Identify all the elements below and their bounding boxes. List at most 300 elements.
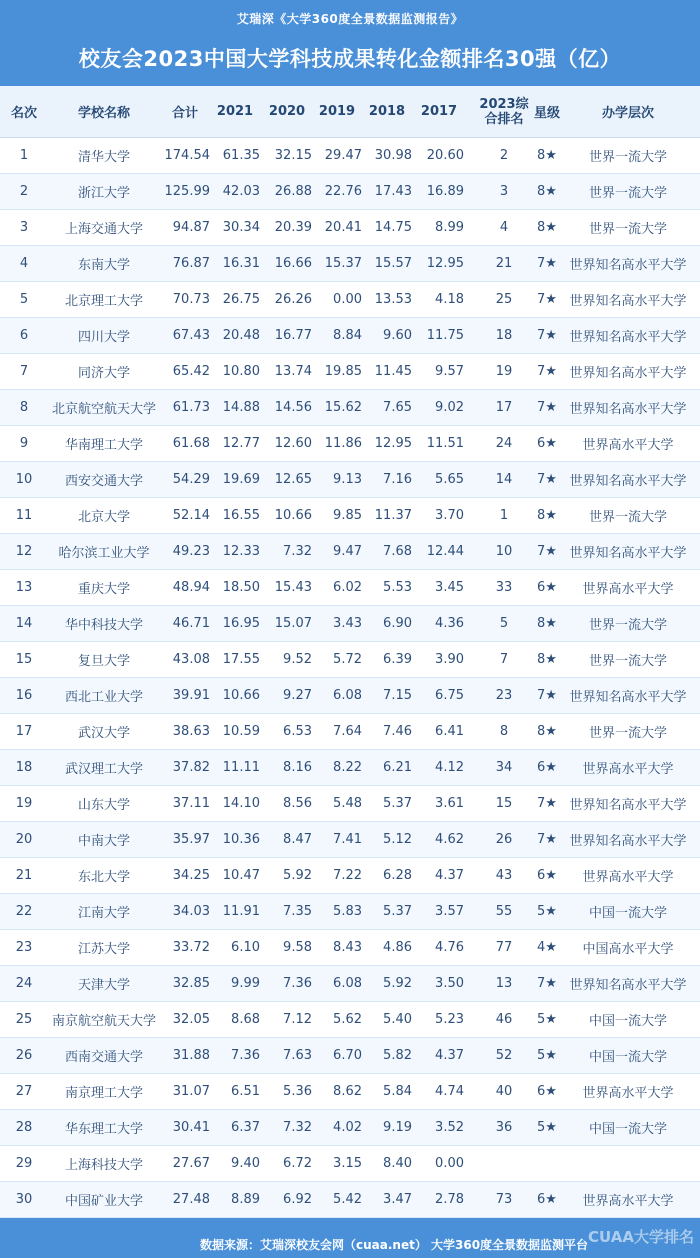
cell-total: 48.94 bbox=[172, 580, 210, 595]
cell-2019: 7.64 bbox=[333, 724, 362, 739]
cell-school-name: 上海交通大学 bbox=[64, 222, 143, 237]
cell-2021: 9.99 bbox=[231, 976, 260, 991]
cell-2017: 16.89 bbox=[426, 184, 464, 199]
cell-2018: 4.86 bbox=[383, 940, 412, 955]
cell-2019: 5.72 bbox=[333, 652, 362, 667]
cell-school-name: 复旦大学 bbox=[77, 654, 130, 669]
cell-rank: 30 bbox=[15, 1192, 33, 1207]
cell-2021: 16.31 bbox=[222, 256, 260, 271]
cell-2020: 9.52 bbox=[283, 652, 312, 667]
cell-total: 76.87 bbox=[172, 256, 210, 271]
table-row bbox=[0, 426, 700, 462]
cell-2017: 4.37 bbox=[435, 1048, 464, 1063]
cell-2020: 8.16 bbox=[283, 760, 312, 775]
cell-school-level: 世界高水平大学 bbox=[582, 762, 674, 777]
cell-2021: 6.10 bbox=[231, 940, 260, 955]
table-row bbox=[0, 246, 700, 282]
cell-school-level: 世界知名高水平大学 bbox=[569, 294, 687, 309]
cell-total: 33.72 bbox=[172, 940, 210, 955]
cell-2017: 3.50 bbox=[435, 976, 464, 991]
cell-2019: 4.02 bbox=[333, 1120, 362, 1135]
cell-rank: 28 bbox=[15, 1120, 33, 1135]
cell-2020: 15.07 bbox=[274, 616, 312, 631]
cell-2019: 15.62 bbox=[324, 400, 362, 415]
cell-rank: 19 bbox=[15, 796, 33, 811]
cell-2017: 5.23 bbox=[435, 1012, 464, 1027]
cell-rank: 20 bbox=[15, 832, 33, 847]
cell-2020: 16.77 bbox=[274, 328, 312, 343]
cell-school-level: 世界一流大学 bbox=[588, 186, 667, 201]
table-row bbox=[0, 282, 700, 318]
cell-school-level: 中国一流大学 bbox=[588, 1122, 667, 1137]
cell-star-level: 7★ bbox=[537, 400, 557, 415]
cell-2020: 7.63 bbox=[283, 1048, 312, 1063]
cell-rank: 3 bbox=[19, 220, 29, 235]
cell-total: 34.03 bbox=[172, 904, 210, 919]
cell-2021: 26.75 bbox=[222, 292, 260, 307]
cell-comprehensive-rank: 52 bbox=[495, 1048, 513, 1063]
cell-2020: 8.47 bbox=[283, 832, 312, 847]
cell-school-level: 中国高水平大学 bbox=[582, 942, 674, 957]
table-row bbox=[0, 606, 700, 642]
cell-school-level: 世界知名高水平大学 bbox=[569, 402, 687, 417]
cell-school-level: 世界知名高水平大学 bbox=[569, 798, 687, 813]
cell-2017: 4.36 bbox=[435, 616, 464, 631]
cell-2019: 5.42 bbox=[333, 1192, 362, 1207]
col-header-comprehensive: 2023综合排名 bbox=[479, 96, 529, 127]
cell-school-level: 世界高水平大学 bbox=[582, 582, 674, 597]
cell-rank: 22 bbox=[15, 904, 33, 919]
cell-school-name: 华东理工大学 bbox=[64, 1122, 143, 1137]
cell-2018: 5.84 bbox=[383, 1084, 412, 1099]
cell-rank: 17 bbox=[15, 724, 33, 739]
cell-2020: 6.72 bbox=[283, 1156, 312, 1171]
cell-2020: 6.53 bbox=[283, 724, 312, 739]
cell-comprehensive-rank: 3 bbox=[499, 184, 509, 199]
cell-star-level: 8★ bbox=[537, 184, 557, 199]
cell-comprehensive-rank: 10 bbox=[495, 544, 513, 559]
cell-school-name: 华南理工大学 bbox=[64, 438, 143, 453]
cell-school-level: 中国一流大学 bbox=[588, 1050, 667, 1065]
cell-star-level: 6★ bbox=[537, 436, 557, 451]
cell-2021: 61.35 bbox=[222, 148, 260, 163]
cell-2018: 8.40 bbox=[383, 1156, 412, 1171]
cell-star-level: 7★ bbox=[537, 544, 557, 559]
cell-school-level: 世界高水平大学 bbox=[582, 438, 674, 453]
cell-2017: 11.51 bbox=[426, 436, 464, 451]
cell-2020: 7.32 bbox=[283, 544, 312, 559]
cell-2017: 6.41 bbox=[435, 724, 464, 739]
table-row bbox=[0, 390, 700, 426]
cell-school-level: 世界一流大学 bbox=[588, 726, 667, 741]
cell-2017: 12.44 bbox=[426, 544, 464, 559]
cell-2018: 14.75 bbox=[374, 220, 412, 235]
cell-2021: 16.95 bbox=[222, 616, 260, 631]
cell-comprehensive-rank: 8 bbox=[499, 724, 509, 739]
cell-2021: 20.48 bbox=[222, 328, 260, 343]
table-row bbox=[0, 354, 700, 390]
table-row bbox=[0, 462, 700, 498]
cell-2017: 11.75 bbox=[426, 328, 464, 343]
cell-2018: 5.53 bbox=[383, 580, 412, 595]
cell-comprehensive-rank: 36 bbox=[495, 1120, 513, 1135]
cell-2021: 30.34 bbox=[222, 220, 260, 235]
cell-2021: 42.03 bbox=[222, 184, 260, 199]
cell-2018: 13.53 bbox=[374, 292, 412, 307]
cell-comprehensive-rank: 77 bbox=[495, 940, 513, 955]
cell-rank: 9 bbox=[19, 436, 29, 451]
cell-school-name: 北京理工大学 bbox=[64, 294, 143, 309]
cell-2018: 3.47 bbox=[383, 1192, 412, 1207]
cell-school-level: 世界知名高水平大学 bbox=[569, 834, 687, 849]
cell-school-name: 华中科技大学 bbox=[64, 618, 143, 633]
cell-star-level: 7★ bbox=[537, 976, 557, 991]
cell-2020: 8.56 bbox=[283, 796, 312, 811]
cell-rank: 24 bbox=[15, 976, 33, 991]
cell-school-name: 武汉大学 bbox=[77, 726, 130, 741]
cell-2019: 3.15 bbox=[333, 1156, 362, 1171]
cell-school-name: 南京理工大学 bbox=[64, 1086, 143, 1101]
cell-2018: 5.12 bbox=[383, 832, 412, 847]
cell-2017: 3.45 bbox=[435, 580, 464, 595]
cell-school-name: 西安交通大学 bbox=[64, 474, 143, 489]
cell-total: 31.88 bbox=[172, 1048, 210, 1063]
watermark-text: CUAA大学排名 bbox=[588, 1228, 694, 1246]
cell-school-level: 世界知名高水平大学 bbox=[569, 546, 687, 561]
cell-school-level: 世界一流大学 bbox=[588, 510, 667, 525]
cell-rank: 18 bbox=[15, 760, 33, 775]
cell-school-level: 世界一流大学 bbox=[588, 618, 667, 633]
cell-school-name: 中南大学 bbox=[77, 834, 130, 849]
cell-2021: 10.47 bbox=[222, 868, 260, 883]
cell-2017: 2.78 bbox=[435, 1192, 464, 1207]
cell-school-name: 南京航空航天大学 bbox=[51, 1014, 156, 1029]
cell-total: 49.23 bbox=[172, 544, 210, 559]
cell-star-level: 7★ bbox=[537, 796, 557, 811]
cell-2019: 6.08 bbox=[333, 976, 362, 991]
cell-2020: 12.65 bbox=[274, 472, 312, 487]
cell-school-name: 西北工业大学 bbox=[64, 690, 143, 705]
cell-2020: 26.26 bbox=[274, 292, 312, 307]
cell-rank: 14 bbox=[15, 616, 33, 631]
cell-school-level: 世界知名高水平大学 bbox=[569, 330, 687, 345]
cell-2019: 5.48 bbox=[333, 796, 362, 811]
table-row bbox=[0, 210, 700, 246]
cell-school-name: 天津大学 bbox=[77, 978, 130, 993]
cell-rank: 5 bbox=[19, 292, 29, 307]
table-row bbox=[0, 822, 700, 858]
cell-2018: 9.60 bbox=[383, 328, 412, 343]
cell-2019: 5.62 bbox=[333, 1012, 362, 1027]
cell-2021: 14.88 bbox=[222, 400, 260, 415]
cell-star-level: 5★ bbox=[537, 1120, 557, 1135]
cell-2018: 7.68 bbox=[383, 544, 412, 559]
cell-star-level: 7★ bbox=[537, 688, 557, 703]
col-header-2018: 2018 bbox=[368, 104, 406, 119]
cell-2017: 4.37 bbox=[435, 868, 464, 883]
cell-2019: 8.84 bbox=[333, 328, 362, 343]
table-row bbox=[0, 894, 700, 930]
cell-2020: 15.43 bbox=[274, 580, 312, 595]
cell-2017: 4.74 bbox=[435, 1084, 464, 1099]
cell-total: 37.82 bbox=[172, 760, 210, 775]
cell-2017: 20.60 bbox=[426, 148, 464, 163]
cell-star-level: 5★ bbox=[537, 1012, 557, 1027]
cell-school-name: 重庆大学 bbox=[77, 582, 130, 597]
report-header bbox=[0, 0, 700, 86]
cell-2020: 7.12 bbox=[283, 1012, 312, 1027]
cell-total: 32.85 bbox=[172, 976, 210, 991]
report-title: 校友会2023中国大学科技成果转化金额排名30强（亿） bbox=[78, 47, 622, 71]
cell-2017: 4.18 bbox=[435, 292, 464, 307]
cell-rank: 21 bbox=[15, 868, 33, 883]
cell-2018: 17.43 bbox=[374, 184, 412, 199]
col-header-2019: 2019 bbox=[318, 104, 356, 119]
table-row bbox=[0, 534, 700, 570]
table-row bbox=[0, 786, 700, 822]
ranking-table bbox=[0, 86, 700, 1218]
cell-2020: 7.36 bbox=[283, 976, 312, 991]
table-row bbox=[0, 966, 700, 1002]
cell-2019: 9.13 bbox=[333, 472, 362, 487]
cell-rank: 10 bbox=[15, 472, 33, 487]
cell-2017: 3.70 bbox=[435, 508, 464, 523]
cell-2018: 9.19 bbox=[383, 1120, 412, 1135]
cell-star-level: 6★ bbox=[537, 1084, 557, 1099]
cell-2021: 17.55 bbox=[222, 652, 260, 667]
cell-total: 39.91 bbox=[172, 688, 210, 703]
cell-star-level: 6★ bbox=[537, 760, 557, 775]
cell-comprehensive-rank: 25 bbox=[495, 292, 513, 307]
cell-comprehensive-rank: 1 bbox=[499, 508, 509, 523]
cell-rank: 8 bbox=[19, 400, 29, 415]
cell-total: 27.48 bbox=[172, 1192, 210, 1207]
cell-comprehensive-rank: 33 bbox=[495, 580, 513, 595]
cell-school-name: 北京大学 bbox=[77, 510, 130, 525]
cell-school-level: 世界一流大学 bbox=[588, 150, 667, 165]
cell-2017: 3.61 bbox=[435, 796, 464, 811]
cell-2019: 9.47 bbox=[333, 544, 362, 559]
cell-2017: 4.12 bbox=[435, 760, 464, 775]
cell-comprehensive-rank: 19 bbox=[495, 364, 513, 379]
cell-2020: 10.66 bbox=[274, 508, 312, 523]
cell-school-name: 浙江大学 bbox=[77, 186, 130, 201]
cell-2018: 5.82 bbox=[383, 1048, 412, 1063]
col-header-2021: 2021 bbox=[216, 104, 254, 119]
cell-total: 38.63 bbox=[172, 724, 210, 739]
cell-total: 94.87 bbox=[172, 220, 210, 235]
cell-2017: 6.75 bbox=[435, 688, 464, 703]
cell-2020: 32.15 bbox=[274, 148, 312, 163]
col-header-level: 办学层次 bbox=[601, 106, 654, 121]
cell-2019: 8.62 bbox=[333, 1084, 362, 1099]
cell-2018: 5.37 bbox=[383, 904, 412, 919]
cell-2021: 12.33 bbox=[222, 544, 260, 559]
cell-school-level: 世界知名高水平大学 bbox=[569, 690, 687, 705]
cell-rank: 25 bbox=[15, 1012, 33, 1027]
cell-star-level: 8★ bbox=[537, 508, 557, 523]
cell-2017: 9.02 bbox=[435, 400, 464, 415]
cell-2017: 5.65 bbox=[435, 472, 464, 487]
cell-comprehensive-rank: 43 bbox=[495, 868, 513, 883]
cell-2019: 11.86 bbox=[324, 436, 362, 451]
table-row bbox=[0, 858, 700, 894]
cell-2019: 7.41 bbox=[333, 832, 362, 847]
cell-2019: 0.00 bbox=[333, 292, 362, 307]
cell-star-level: 8★ bbox=[537, 724, 557, 739]
cell-school-name: 东北大学 bbox=[77, 870, 130, 885]
table-row bbox=[0, 1038, 700, 1074]
cell-2021: 14.10 bbox=[222, 796, 260, 811]
cell-2018: 7.15 bbox=[383, 688, 412, 703]
cell-comprehensive-rank: 73 bbox=[495, 1192, 513, 1207]
table-row bbox=[0, 1110, 700, 1146]
cell-comprehensive-rank: 18 bbox=[495, 328, 513, 343]
cell-2018: 7.46 bbox=[383, 724, 412, 739]
cell-rank: 29 bbox=[15, 1156, 33, 1171]
cell-school-level: 世界一流大学 bbox=[588, 222, 667, 237]
cell-2021: 10.59 bbox=[222, 724, 260, 739]
cell-school-name: 东南大学 bbox=[77, 258, 130, 273]
cell-2020: 5.36 bbox=[283, 1084, 312, 1099]
cell-comprehensive-rank: 7 bbox=[499, 652, 509, 667]
cell-school-name: 江南大学 bbox=[77, 906, 130, 921]
cell-2021: 6.37 bbox=[231, 1120, 260, 1135]
cell-2019: 5.83 bbox=[333, 904, 362, 919]
cell-2018: 11.37 bbox=[374, 508, 412, 523]
cell-2018: 7.16 bbox=[383, 472, 412, 487]
cell-comprehensive-rank: 55 bbox=[495, 904, 513, 919]
cell-comprehensive-rank: 26 bbox=[495, 832, 513, 847]
cell-2018: 6.28 bbox=[383, 868, 412, 883]
cell-school-level: 世界知名高水平大学 bbox=[569, 474, 687, 489]
col-header-2017: 2017 bbox=[420, 104, 458, 119]
cell-2018: 6.90 bbox=[383, 616, 412, 631]
cell-2020: 7.35 bbox=[283, 904, 312, 919]
cell-2019: 6.70 bbox=[333, 1048, 362, 1063]
cell-rank: 1 bbox=[19, 148, 29, 163]
cell-2019: 9.85 bbox=[333, 508, 362, 523]
cell-2019: 19.85 bbox=[324, 364, 362, 379]
col-header-2020: 2020 bbox=[268, 104, 306, 119]
cell-rank: 4 bbox=[19, 256, 29, 271]
table-row bbox=[0, 678, 700, 714]
cell-rank: 2 bbox=[19, 184, 29, 199]
cell-2019: 6.08 bbox=[333, 688, 362, 703]
cell-2017: 0.00 bbox=[435, 1156, 464, 1171]
cell-school-level: 世界高水平大学 bbox=[582, 1194, 674, 1209]
cell-2020: 6.92 bbox=[283, 1192, 312, 1207]
cell-school-name: 哈尔滨工业大学 bbox=[58, 546, 150, 561]
cell-2021: 18.50 bbox=[222, 580, 260, 595]
cell-comprehensive-rank: 14 bbox=[495, 472, 513, 487]
cell-school-level: 世界知名高水平大学 bbox=[569, 258, 687, 273]
cell-total: 31.07 bbox=[172, 1084, 210, 1099]
cell-2021: 12.77 bbox=[222, 436, 260, 451]
cell-total: 54.29 bbox=[172, 472, 210, 487]
table-body bbox=[0, 138, 700, 1218]
cell-total: 43.08 bbox=[172, 652, 210, 667]
cell-2019: 8.43 bbox=[333, 940, 362, 955]
cell-2021: 7.36 bbox=[231, 1048, 260, 1063]
report-subtitle: 艾瑞深《大学360度全景数据监测报告》 bbox=[236, 12, 464, 26]
cell-rank: 13 bbox=[15, 580, 33, 595]
col-header-rank: 名次 bbox=[10, 106, 37, 121]
cell-comprehensive-rank: 17 bbox=[495, 400, 513, 415]
cell-star-level: 8★ bbox=[537, 220, 557, 235]
table-header-row bbox=[0, 86, 700, 138]
cell-2019: 29.47 bbox=[324, 148, 362, 163]
cell-rank: 26 bbox=[15, 1048, 33, 1063]
cell-2018: 5.40 bbox=[383, 1012, 412, 1027]
cell-total: 67.43 bbox=[172, 328, 210, 343]
cell-star-level: 7★ bbox=[537, 472, 557, 487]
cell-2017: 3.57 bbox=[435, 904, 464, 919]
cell-comprehensive-rank: 21 bbox=[495, 256, 513, 271]
data-source-text: 数据来源：艾瑞深校友会网（cuaa.net） 大学360度全景数据监测平台 bbox=[200, 1238, 589, 1252]
cell-rank: 12 bbox=[15, 544, 33, 559]
cell-star-level: 7★ bbox=[537, 292, 557, 307]
cell-school-level: 世界高水平大学 bbox=[582, 1086, 674, 1101]
cell-school-level: 中国一流大学 bbox=[588, 906, 667, 921]
cell-school-name: 山东大学 bbox=[77, 798, 130, 813]
cell-2018: 5.92 bbox=[383, 976, 412, 991]
cell-2017: 9.57 bbox=[435, 364, 464, 379]
cell-comprehensive-rank: 15 bbox=[495, 796, 513, 811]
cell-rank: 6 bbox=[19, 328, 29, 343]
cell-total: 65.42 bbox=[172, 364, 210, 379]
cell-total: 174.54 bbox=[164, 148, 210, 163]
table-row bbox=[0, 1182, 700, 1218]
cell-school-name: 中国矿业大学 bbox=[64, 1194, 143, 1209]
cell-2019: 22.76 bbox=[324, 184, 362, 199]
cell-school-name: 武汉理工大学 bbox=[64, 762, 143, 777]
cell-total: 27.67 bbox=[172, 1156, 210, 1171]
cell-comprehensive-rank: 24 bbox=[495, 436, 513, 451]
cell-star-level: 7★ bbox=[537, 832, 557, 847]
cell-2020: 7.32 bbox=[283, 1120, 312, 1135]
cell-total: 70.73 bbox=[172, 292, 210, 307]
cell-2021: 6.51 bbox=[231, 1084, 260, 1099]
cell-rank: 11 bbox=[15, 508, 33, 523]
cell-star-level: 5★ bbox=[537, 1048, 557, 1063]
cell-2021: 10.80 bbox=[222, 364, 260, 379]
cell-comprehensive-rank: 34 bbox=[495, 760, 513, 775]
cell-star-level: 7★ bbox=[537, 328, 557, 343]
cell-2019: 8.22 bbox=[333, 760, 362, 775]
cell-2021: 8.89 bbox=[231, 1192, 260, 1207]
table-row bbox=[0, 750, 700, 786]
cell-total: 34.25 bbox=[172, 868, 210, 883]
cell-school-name: 清华大学 bbox=[77, 150, 130, 165]
cell-2021: 10.66 bbox=[222, 688, 260, 703]
cell-2021: 10.36 bbox=[222, 832, 260, 847]
cell-2017: 4.76 bbox=[435, 940, 464, 955]
col-header-name: 学校名称 bbox=[77, 106, 130, 121]
cell-rank: 15 bbox=[15, 652, 33, 667]
col-header-star: 星级 bbox=[533, 106, 560, 121]
table-row bbox=[0, 1002, 700, 1038]
cell-school-level: 中国一流大学 bbox=[588, 1014, 667, 1029]
cell-2019: 7.22 bbox=[333, 868, 362, 883]
cell-star-level: 7★ bbox=[537, 256, 557, 271]
cell-2019: 3.43 bbox=[333, 616, 362, 631]
cell-school-name: 四川大学 bbox=[77, 330, 130, 345]
cell-total: 30.41 bbox=[172, 1120, 210, 1135]
cell-2021: 9.40 bbox=[231, 1156, 260, 1171]
cell-total: 125.99 bbox=[164, 184, 210, 199]
cell-2018: 12.95 bbox=[374, 436, 412, 451]
